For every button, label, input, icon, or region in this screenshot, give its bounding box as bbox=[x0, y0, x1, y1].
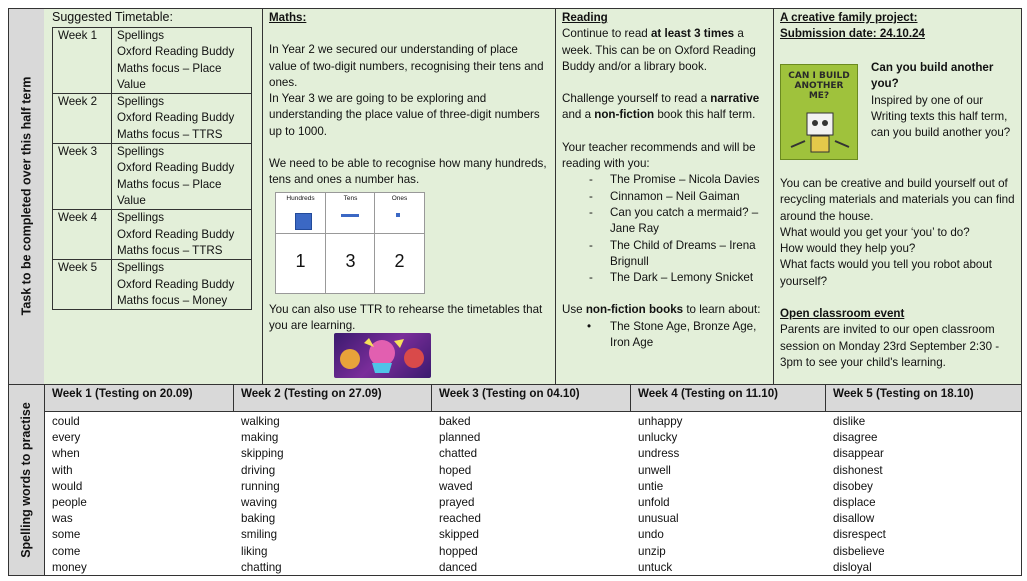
project-question: Can you build another you? bbox=[871, 61, 994, 91]
spelling-word: disappear bbox=[833, 447, 884, 461]
spelling-word: disrespect bbox=[833, 528, 886, 542]
reading-p2-d: non-fiction bbox=[594, 108, 655, 122]
ttrs-logo-art bbox=[334, 333, 431, 378]
timetable-week: Week 5 bbox=[53, 260, 112, 310]
book-item: - Cinnamon – Neil Gaiman bbox=[562, 189, 766, 205]
spelling-word: baking bbox=[241, 512, 276, 526]
reading-p2-a: Challenge yourself to read a bbox=[562, 92, 711, 106]
spelling-word: liking bbox=[241, 544, 268, 558]
book-list bbox=[562, 172, 766, 286]
ones-column bbox=[374, 193, 424, 293]
spelling-word: unusual bbox=[638, 512, 679, 526]
maths-p1: In Year 2 we secured our understanding of place value of two-digit numbers, recognising their tens and ones. bbox=[269, 43, 544, 89]
spelling-word: waved bbox=[439, 479, 473, 493]
timetable-title: Suggested Timetable: bbox=[52, 10, 173, 24]
timetable-row bbox=[53, 28, 252, 94]
reading-p2 bbox=[562, 91, 766, 124]
reading-p4-a: Use bbox=[562, 303, 586, 317]
timetable-week: Week 4 bbox=[53, 210, 112, 260]
project-question-block bbox=[865, 58, 1022, 143]
side-label-top bbox=[8, 8, 44, 384]
reading-p1-b: at least 3 times bbox=[650, 27, 735, 41]
timetable-row bbox=[53, 144, 252, 210]
task-line: Spellings bbox=[117, 211, 165, 225]
timetable-row bbox=[53, 260, 252, 310]
timetable-tasks bbox=[112, 94, 252, 144]
reading-p4 bbox=[562, 302, 766, 318]
spelling-word: displace bbox=[833, 496, 876, 510]
spelling-word: undo bbox=[638, 528, 664, 542]
spelling-list-week1 bbox=[52, 414, 87, 576]
spelling-word: dislike bbox=[833, 415, 866, 428]
spelling-word: would bbox=[52, 479, 83, 493]
spelling-header-week5: Week 5 (Testing on 18.10) bbox=[833, 387, 974, 400]
spelling-word: some bbox=[52, 528, 81, 542]
timetable-table bbox=[52, 27, 252, 310]
spelling-word: come bbox=[52, 544, 81, 558]
spelling-word: when bbox=[52, 447, 80, 461]
reading-text bbox=[556, 8, 772, 353]
tens-column bbox=[325, 193, 375, 293]
side-label-top-text: Task to be completed over this half term bbox=[19, 76, 33, 316]
spelling-list-week2 bbox=[241, 414, 284, 576]
timetable-tasks bbox=[112, 260, 252, 310]
maths-p4: You can also use TTR to rehearse the timetables that you are learning. bbox=[269, 303, 543, 333]
spelling-word: smiling bbox=[241, 528, 278, 542]
place-value-chart bbox=[275, 192, 425, 294]
timetable-tasks bbox=[112, 28, 252, 94]
spelling-word: walking bbox=[241, 415, 280, 428]
ttrs-logo bbox=[334, 333, 431, 378]
project-p4: How would they help you? bbox=[780, 242, 916, 256]
spelling-word: could bbox=[52, 415, 80, 428]
spelling-header-week1: Week 1 (Testing on 20.09) bbox=[52, 387, 193, 400]
spelling-word: prayed bbox=[439, 496, 475, 510]
spelling-word: disloyal bbox=[833, 560, 872, 574]
book-item: - Can you catch a mermaid? – Jane Ray bbox=[562, 205, 766, 238]
reading-p1-a: Continue to read bbox=[562, 27, 651, 41]
spelling-word: disobey bbox=[833, 479, 873, 493]
project-p2: You can be creative and build yourself out of recycling materials and materials you can find around the house. bbox=[780, 177, 1015, 223]
project-heading: A creative family project: bbox=[780, 11, 918, 24]
maths-text-bottom bbox=[263, 300, 553, 337]
spelling-word: dishonest bbox=[833, 463, 883, 477]
spelling-word: every bbox=[52, 431, 81, 445]
timetable-row bbox=[53, 94, 252, 144]
task-line: Spellings bbox=[117, 261, 165, 275]
project-p1: Inspired by one of our Writing texts this half term, can you build another you? bbox=[871, 93, 1011, 140]
task-line: Oxford Reading Buddy bbox=[117, 161, 235, 175]
task-line: Maths focus – TTRS bbox=[117, 243, 223, 257]
spelling-word: was bbox=[52, 512, 73, 526]
spelling-word: untuck bbox=[638, 560, 673, 574]
spelling-word: driving bbox=[241, 463, 276, 477]
ones-digit: 2 bbox=[394, 251, 405, 271]
tens-rod-icon bbox=[341, 214, 359, 217]
spelling-word: undress bbox=[638, 447, 680, 461]
spelling-word: waving bbox=[241, 496, 278, 510]
spelling-header-week4: Week 4 (Testing on 11.10) bbox=[638, 387, 779, 400]
spelling-word: money bbox=[52, 560, 87, 574]
project-p5: What facts would you tell you robot about yourself? bbox=[780, 258, 993, 288]
timetable-week: Week 3 bbox=[53, 144, 112, 210]
spelling-list-week5 bbox=[833, 414, 886, 576]
project-body bbox=[774, 174, 1021, 373]
event-heading: Open classroom event bbox=[780, 307, 905, 321]
side-label-bottom bbox=[8, 384, 44, 576]
spelling-word: chatted bbox=[439, 447, 478, 461]
timetable-tasks bbox=[112, 144, 252, 210]
hundreds-digit: 1 bbox=[295, 251, 306, 271]
spelling-word: hoped bbox=[439, 463, 472, 477]
project-header bbox=[774, 8, 1020, 45]
timetable-week: Week 2 bbox=[53, 94, 112, 144]
reading-p2-e: book this half term. bbox=[654, 108, 756, 122]
spelling-word: baked bbox=[439, 415, 471, 428]
maths-p3: We need to be able to recognise how many hundreds, tens and ones a number has. bbox=[269, 157, 547, 187]
task-line: Oxford Reading Buddy bbox=[117, 277, 235, 291]
spelling-divider-1 bbox=[44, 384, 45, 576]
task-line: Spellings bbox=[117, 29, 165, 42]
spelling-word: danced bbox=[439, 560, 478, 574]
tens-digit: 3 bbox=[345, 251, 356, 271]
spelling-word: unzip bbox=[638, 544, 666, 558]
timetable-row bbox=[53, 210, 252, 260]
task-line: Maths focus – Money bbox=[117, 293, 228, 307]
timetable-tasks bbox=[112, 210, 252, 260]
book-item: - The Child of Dreams – Irena Brignull bbox=[562, 238, 766, 271]
spelling-word: disallow bbox=[833, 512, 875, 526]
spelling-list-week3 bbox=[439, 414, 481, 576]
reading-p3: Your teacher recommends and will be reading with you: bbox=[562, 140, 756, 171]
project-p3: What would you get your ‘you’ to do? bbox=[780, 225, 970, 239]
book-item: - The Promise – Nicola Davies bbox=[562, 172, 766, 188]
maths-heading: Maths: bbox=[269, 11, 307, 24]
spelling-word: people bbox=[52, 496, 87, 510]
task-line: Oxford Reading Buddy bbox=[117, 227, 235, 241]
reading-p2-b: narrative bbox=[710, 92, 760, 106]
hundreds-column bbox=[276, 193, 325, 293]
task-line: Spellings bbox=[117, 95, 165, 109]
spelling-word: unhappy bbox=[638, 415, 683, 428]
topic-list bbox=[562, 319, 766, 352]
reading-p4-b: non-fiction books bbox=[585, 303, 684, 317]
spelling-word: unfold bbox=[638, 496, 670, 510]
spelling-word: chatting bbox=[241, 560, 282, 574]
task-line: Oxford Reading Buddy bbox=[117, 111, 235, 125]
reading-p4-c: to learn about: bbox=[683, 303, 761, 317]
robot-illustration-icon bbox=[781, 107, 859, 157]
book-cover-image bbox=[780, 64, 858, 160]
ones-label: Ones bbox=[391, 195, 408, 202]
ones-cube-icon bbox=[396, 213, 400, 217]
spelling-word: running bbox=[241, 479, 280, 493]
timetable-week: Week 1 bbox=[53, 28, 112, 94]
spelling-word: unwell bbox=[638, 463, 671, 477]
maths-text-top bbox=[263, 8, 553, 191]
spelling-word: making bbox=[241, 431, 279, 445]
hundreds-block-icon bbox=[295, 213, 312, 230]
reading-p2-c: and a bbox=[562, 108, 595, 122]
task-line: Maths focus – Place Value bbox=[117, 61, 222, 91]
reading-heading: Reading bbox=[562, 11, 608, 24]
spelling-word: with bbox=[52, 463, 73, 477]
spelling-word: reached bbox=[439, 512, 481, 526]
spelling-header-week2: Week 2 (Testing on 27.09) bbox=[241, 387, 382, 400]
spelling-word: disbelieve bbox=[833, 544, 885, 558]
task-line: Maths focus – Place Value bbox=[117, 177, 222, 208]
task-line: Spellings bbox=[117, 145, 165, 159]
spelling-word: planned bbox=[439, 431, 481, 445]
project-date: Submission date: 24.10.24 bbox=[780, 27, 925, 41]
task-line: Maths focus – TTRS bbox=[117, 127, 223, 141]
event-text: Parents are invited to our open classroom session on Monday 23rd September 2:30 - 3pm to see your child's learning. bbox=[780, 323, 1000, 369]
reading-p1 bbox=[562, 26, 766, 75]
topic-item: • The Stone Age, Bronze Age, Iron Age bbox=[562, 319, 766, 352]
spelling-word: skipped bbox=[439, 528, 479, 542]
spelling-word: unlucky bbox=[638, 431, 678, 445]
reading-p1-c: a week. This can be on Oxford Reading Buddy and/or a library book. bbox=[562, 27, 756, 73]
spelling-word: hopped bbox=[439, 544, 478, 558]
spelling-word: untie bbox=[638, 479, 664, 493]
maths-p2: In Year 3 we are going to be exploring and understanding the place value of three-digit numbers up to 1000. bbox=[269, 92, 540, 138]
task-line: Oxford Reading Buddy bbox=[117, 45, 235, 59]
book-cover-title: CAN I BUILD ANOTHER ME? bbox=[788, 71, 850, 101]
spelling-header-week3: Week 3 (Testing on 04.10) bbox=[439, 387, 580, 400]
side-label-bottom-text: Spelling words to practise bbox=[19, 402, 33, 558]
spelling-word: skipping bbox=[241, 447, 284, 461]
spelling-word: disagree bbox=[833, 431, 878, 445]
tens-label: Tens bbox=[343, 195, 358, 202]
spelling-list-week4 bbox=[638, 414, 682, 576]
hundreds-label: Hundreds bbox=[286, 195, 315, 202]
book-item: - The Dark – Lemony Snicket bbox=[562, 270, 766, 286]
